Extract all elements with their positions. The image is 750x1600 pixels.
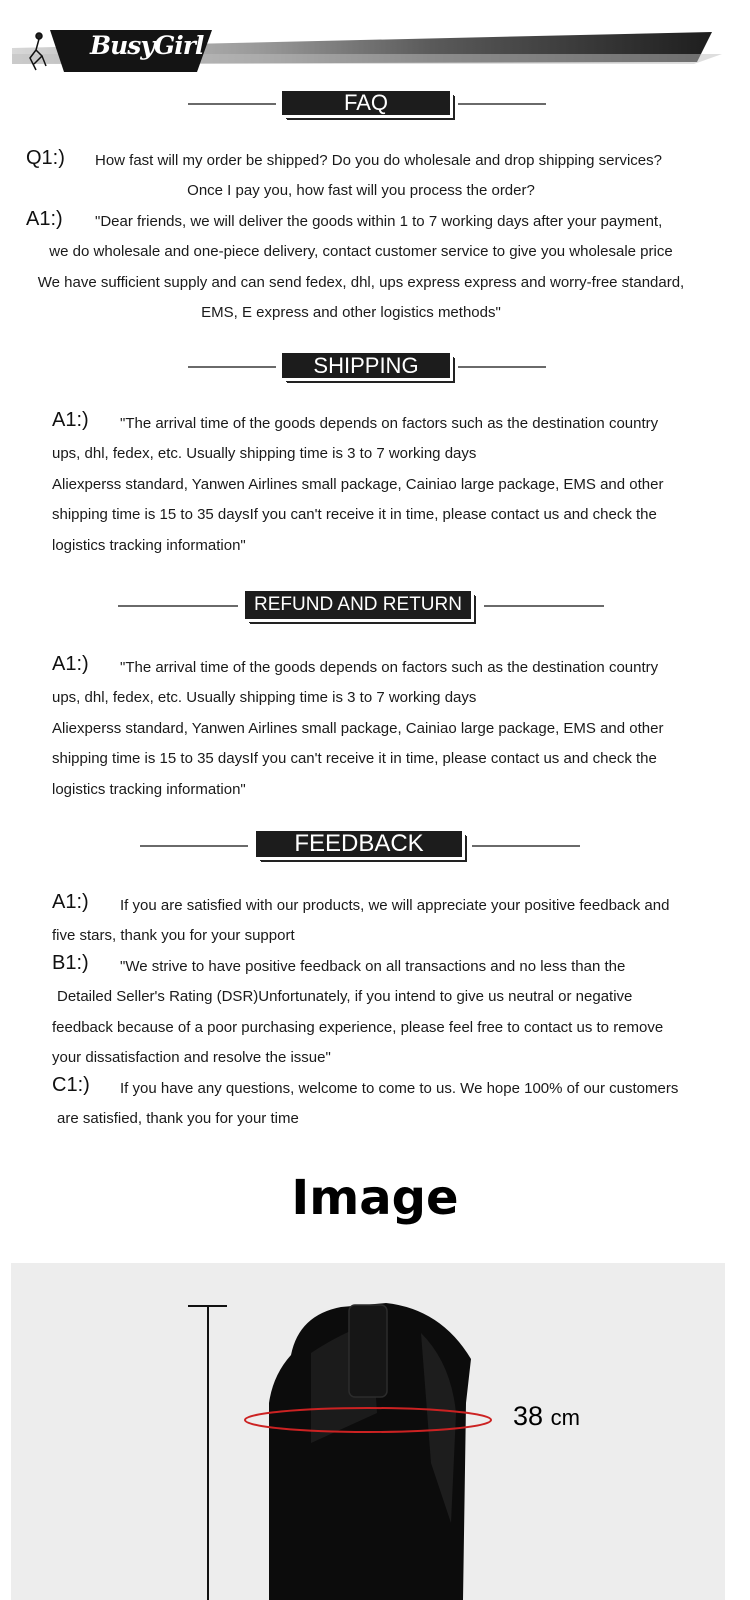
refund-a1-line: "The arrival time of the goods depends on factors such as the destination country bbox=[120, 659, 659, 676]
shipping-a1-line: "The arrival time of the goods depends on factors such as the destination country bbox=[120, 415, 659, 432]
brand-banner bbox=[12, 30, 722, 72]
shipping-header-line-left bbox=[188, 366, 276, 368]
refund-header-line-left bbox=[118, 605, 238, 607]
refund-a1-label: A1:) bbox=[52, 653, 89, 675]
feedback-b1-line: "We strive to have positive feedback on all transactions and no less than the bbox=[120, 958, 626, 975]
feedback-c1-line: If you have any questions, welcome to come to us. We hope 100% of our customers bbox=[120, 1080, 679, 1097]
boot-illustration bbox=[11, 1263, 725, 1600]
faq-header: FAQ bbox=[282, 91, 450, 115]
feedback-header-line-right bbox=[472, 845, 580, 847]
shipping-header: SHIPPING bbox=[282, 353, 450, 378]
refund-header: REFUND AND RETURN bbox=[245, 591, 471, 619]
feedback-a1-label: A1:) bbox=[52, 891, 89, 913]
shipping-header-line-right bbox=[458, 366, 546, 368]
shipping-a1-label: A1:) bbox=[52, 409, 89, 431]
faq-q1-label: Q1:) bbox=[26, 147, 65, 169]
feedback-c1-line: are satisfied, thank you for your time bbox=[57, 1110, 299, 1127]
faq-header-line-left bbox=[188, 103, 276, 105]
feedback-b1-line: feedback because of a poor purchasing experience, please feel free to contact us to remove bbox=[52, 1019, 664, 1036]
faq-a1-line: We have sufficient supply and can send fedex, dhl, ups express express and worry-free standard, bbox=[37, 274, 685, 291]
boot-pull-tab bbox=[349, 1305, 387, 1397]
feedback-b1-line: your dissatisfaction and resolve the issue" bbox=[52, 1049, 331, 1066]
circumference-measurement bbox=[513, 1401, 580, 1432]
brand-name: BusyGirl bbox=[90, 31, 204, 60]
measurement-unit: cm bbox=[550, 1405, 580, 1430]
feedback-c1-label: C1:) bbox=[52, 1074, 90, 1096]
feedback-header: FEEDBACK bbox=[256, 831, 462, 857]
feedback-a1-line: five stars, thank you for your support bbox=[52, 927, 295, 944]
faq-q1-line: Once I pay you, how fast will you process the order? bbox=[187, 182, 535, 199]
shipping-a1-line: ups, dhl, fedex, etc. Usually shipping time is 3 to 7 working days bbox=[52, 445, 477, 462]
refund-header-line-right bbox=[484, 605, 604, 607]
faq-header-line-right bbox=[458, 103, 546, 105]
image-section-heading: Image bbox=[291, 1170, 459, 1226]
faq-a1-line: we do wholesale and one-piece delivery, contact customer service to give you wholesale price bbox=[49, 243, 673, 260]
measurement-value: 38 bbox=[513, 1401, 544, 1431]
shipping-a1-line: Aliexperss standard, Yanwen Airlines small package, Cainiao large package, EMS and other bbox=[52, 476, 664, 493]
feedback-a1-line: If you are satisfied with our products, we will appreciate your positive feedback and bbox=[120, 897, 670, 914]
refund-a1-line: logistics tracking information" bbox=[52, 781, 246, 798]
shipping-a1-line: logistics tracking information" bbox=[52, 537, 246, 554]
shipping-a1-line: shipping time is 15 to 35 daysIf you can't receive it in time, please contact us and check the bbox=[52, 506, 657, 523]
feedback-b1-label: B1:) bbox=[52, 952, 89, 974]
faq-a1-line: "Dear friends, we will deliver the goods within 1 to 7 working days after your payment, bbox=[95, 213, 663, 230]
refund-a1-line: shipping time is 15 to 35 daysIf you can't receive it in time, please contact us and check the bbox=[52, 750, 657, 767]
refund-a1-line: ups, dhl, fedex, etc. Usually shipping time is 3 to 7 working days bbox=[52, 689, 477, 706]
faq-a1-line: EMS, E express and other logistics methods" bbox=[201, 304, 501, 321]
product-image-panel bbox=[11, 1263, 725, 1600]
feedback-header-line-left bbox=[140, 845, 248, 847]
faq-a1-label: A1:) bbox=[26, 208, 63, 230]
feedback-b1-line: Detailed Seller's Rating (DSR)Unfortunately, if you intend to give us neutral or negative bbox=[57, 988, 633, 1005]
faq-q1-line: How fast will my order be shipped? Do you do wholesale and drop shipping services? bbox=[95, 152, 662, 169]
refund-a1-line: Aliexperss standard, Yanwen Airlines small package, Cainiao large package, EMS and other bbox=[52, 720, 664, 737]
